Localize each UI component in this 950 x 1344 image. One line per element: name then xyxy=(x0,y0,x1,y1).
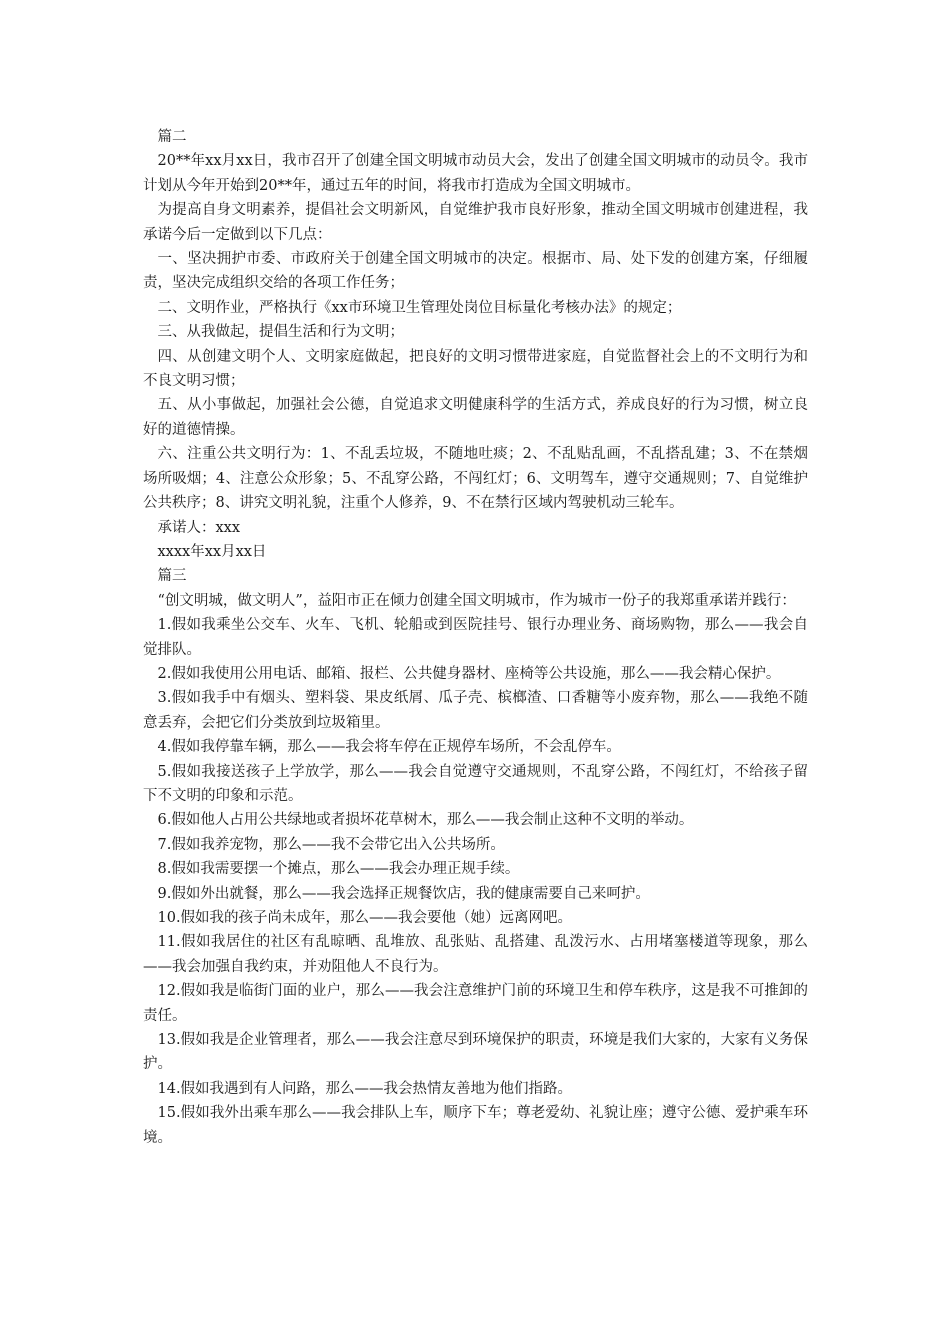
list-item: 15.假如我外出乘车那么——我会排队上车，顺序下车；尊老爱幼、礼貌让座；遵守公德、爱护乘车环境。 xyxy=(143,1105,808,1146)
list-item: 2.假如我使用公用电话、邮箱、报栏、公共健身器材、座椅等公共设施，那么——我会精心保护。 xyxy=(157,665,781,682)
list-item: 10.假如我的孩子尚未成年，那么——我会要他（她）远离网吧。 xyxy=(157,910,573,926)
list-item: 13.假如我是企业管理者，那么——我会注意尽到环境保护的职责，环境是我们大家的，大家有义务保护。 xyxy=(143,1032,808,1073)
document-body xyxy=(143,125,808,1150)
list-item: 14.假如我遇到有人问路，那么——我会热情友善地为他们指路。 xyxy=(157,1080,573,1097)
list-item: 7.假如我养宠物，那么——我不会带它出入公共场所。 xyxy=(157,836,505,853)
list-item: 9.假如外出就餐，那么——我会选择正规餐饮店，我的健康需要自己来呵护。 xyxy=(157,885,650,902)
date-line: xxxx年xx月xx日 xyxy=(157,543,267,560)
pledge-item-2: 二、文明作业，严格执行《xx市环境卫生管理处岗位目标量化考核办法》的规定； xyxy=(157,299,682,316)
section-heading-2: 篇二 xyxy=(157,129,187,145)
signer-line: 承诺人：xxx xyxy=(157,519,241,536)
section-heading-3: 篇三 xyxy=(157,568,187,585)
list-item: 8.假如我需要摆一个摊点，那么——我会办理正规手续。 xyxy=(157,861,520,878)
list-item: 3.假如我手中有烟头、塑料袋、果皮纸屑、瓜子壳、槟榔渣、口香糖等小废弃物，那么——我绝不随意丢弃，会把它们分类放到垃圾箱里。 xyxy=(143,690,808,731)
list-item: 6.假如他人占用公共绿地或者损坏花草树木，那么——我会制止这种不文明的举动。 xyxy=(157,812,694,829)
pledge-item-1: 一、坚决拥护市委、市政府关于创建全国文明城市的决定。根据市、局、处下发的创建方案，仔细履责，坚决完成组织交给的各项工作任务； xyxy=(143,251,808,292)
pledge-item-3: 三、从我做起，提倡生活和行为文明； xyxy=(157,324,404,341)
paragraph: 为提高自身文明素养，提倡社会文明新风，自觉维护我市良好形象，推动全国文明城市创建进程，我承诺今后一定做到以下几点： xyxy=(143,202,808,243)
paragraph: 20**年xx月xx日，我市召开了创建全国文明城市动员大会，发出了创建全国文明城市的动员令。我市计划从今年开始到20**年，通过五年的时间，将我市打造成为全国文明城市。 xyxy=(143,153,808,194)
list-item: 5.假如我接送孩子上学放学，那么——我会自觉遵守交通规则，不乱穿公路，不闯红灯，不给孩子留下不文明的印象和示范。 xyxy=(143,763,808,804)
pledge-item-5: 五、从小事做起，加强社会公德，自觉追求文明健康科学的生活方式，养成良好的行为习惯，树立良好的道德情操。 xyxy=(143,397,808,438)
list-item: 11.假如我居住的社区有乱晾晒、乱堆放、乱张贴、乱搭建、乱泼污水、占用堵塞楼道等现象，那么——我会加强自我约束，并劝阻他人不良行为。 xyxy=(143,934,808,975)
list-item: 12.假如我是临街门面的业户，那么——我会注意维护门前的环境卫生和停车秩序，这是我不可推卸的责任。 xyxy=(143,983,808,1024)
pledge-item-4: 四、从创建文明个人、文明家庭做起，把良好的文明习惯带进家庭，自觉监督社会上的不文明行为和不良文明习惯； xyxy=(143,348,808,390)
list-item: 4.假如我停靠车辆，那么——我会将车停在正规停车场所，不会乱停车。 xyxy=(157,739,621,756)
list-item: 1.假如我乘坐公交车、火车、飞机、轮船或到医院挂号、银行办理业务、商场购物，那么——我会自觉排队。 xyxy=(143,617,808,658)
pledge-item-6: 六、注重公共文明行为：1、不乱丢垃圾，不随地吐痰；2、不乱贴乱画，不乱搭乱建；3、不在禁烟场所吸烟；4、注意公众形象；5、不乱穿公路，不闯红灯；6、文明驾车，遵守交通规则；7、自觉维护公共秩序；8、讲究文明礼貌，注重个人修养，9、不在禁行区域内驾驶机动三轮车。 xyxy=(143,446,808,512)
paragraph: “创文明城，做文明人”，益阳市正在倾力创建全国文明城市，作为城市一份子的我郑重承诺并践行： xyxy=(157,592,796,609)
